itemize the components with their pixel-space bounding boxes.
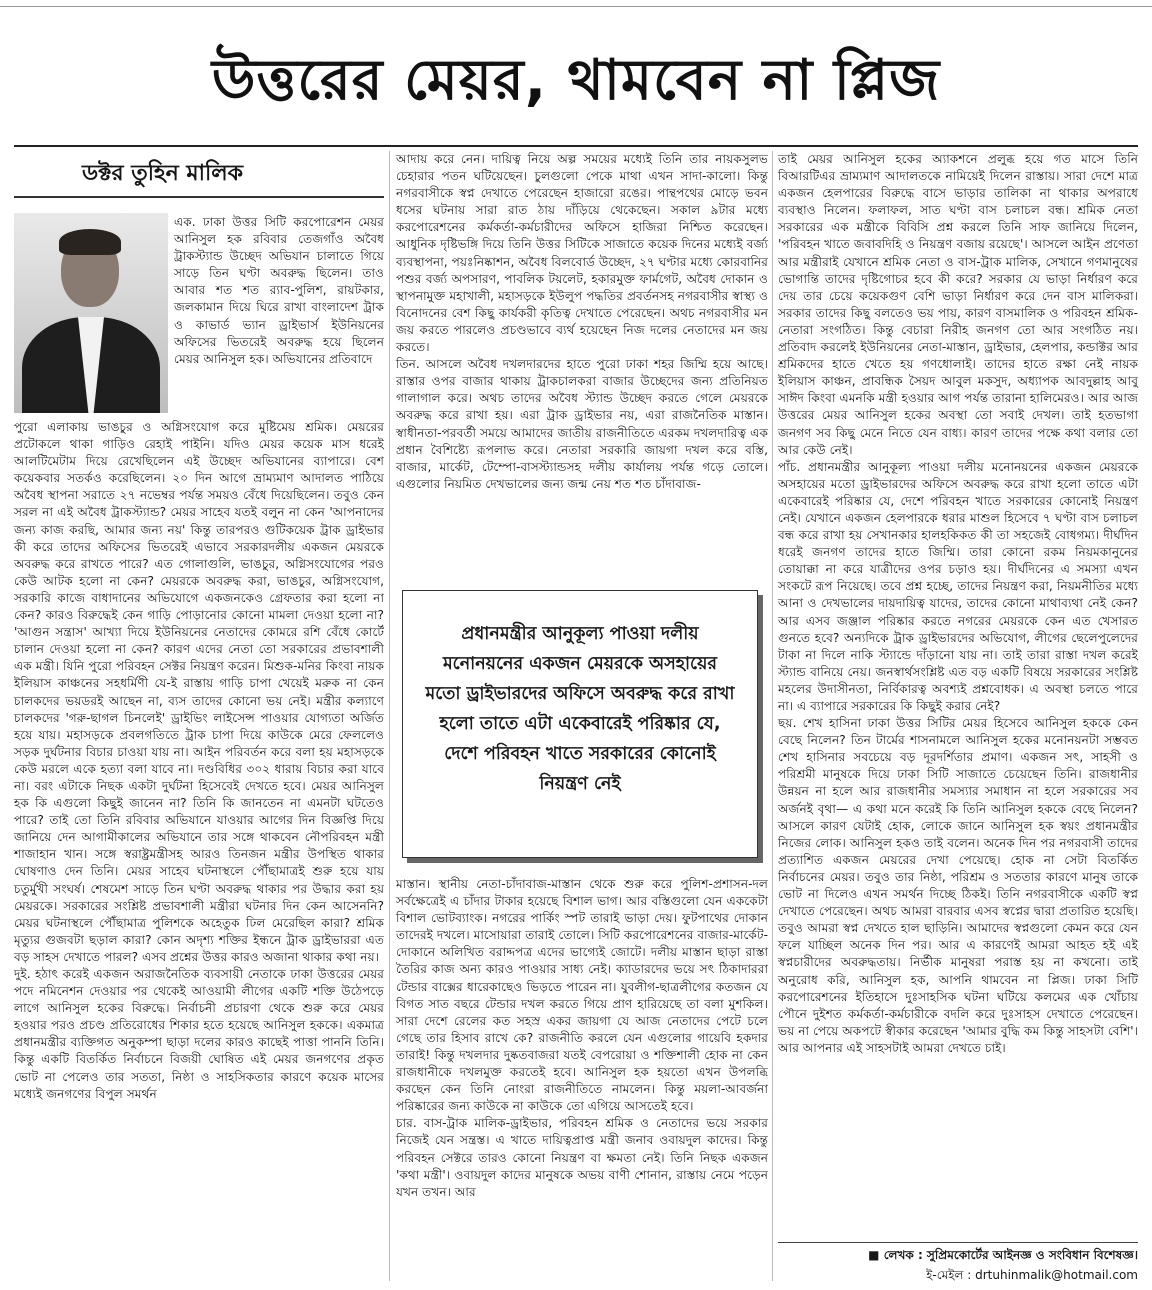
top-border bbox=[0, 0, 1152, 7]
paragraph: দুই. হঠাৎ করেই একজন অরাজনৈতিক ব্যবসায়ী নেতাকে ঢাকা উত্তরের মেয়র পদে নমিনেশন দেওয়ার পর থেকেই আওয়ামী লীগের একটি শক্তি উঠেপড়ে লাগে আনিসুল হকের বিরুদ্ধে। নির্বাচনী প্রচারণা থেকে শুরু করে মেয়র হওয়ার পরও প্রচণ্ড প্রতিরোধের শিকার হতে হয়েছে আনিসুল হককে। একমাত্র প্রধানমন্ত্রীর ব্যক্তিগত অনুকম্পা ছাড়া দলের কারও কাছেই পাত্তা পাননি তিনি। কিন্তু একটি বিতর্কিত নির্বাচনে বিজয়ী ঘোষিত এই মেয়র জনগণের প্রকৃত ভোট না পেলেও তার সততা, নিষ্ঠা ও সাহসিকতার কারণে কয়েক মাসের মধ্যেই জনগণের বিপুল সমর্থন bbox=[14, 967, 384, 1101]
paragraph: ছয়. শেখ হাসিনা ঢাকা উত্তর সিটির মেয়র হিসেবে আনিসুল হককে কেন বেছে নিলেন? তিন টার্মের শাসনামলে আনিসুল হকের মনোনয়নটা সম্ভবত শেখ হাসিনার সবচেয়ে বড় দূরদর্শিতার প্রমাণ। একজন সৎ, সাহসী ও পরিশ্রমী মানুষকে দিয়ে ঢাকা সিটি সাজাতে চেয়েছেন তিনি। রাজধানীর উন্নয়ন না হলে আর রাজধানীর সমস্যার সমাধান না হলে সরকারের সব অর্জনই বৃথা— এ কথা মনে করেই কি তিনি আনিসুল হককে বেছে নিলেন? আসলে কারণ যেটাই হোক, লোকে জানে আনিসুল হক স্বয়ং প্রধানমন্ত্রীর নিজের লোক। আনিসুল হকও তাই বলেন। অনেক দিন পর নগরবাসী তাদের প্রত্যাশিত একজন মেয়রের দেখা পেয়েছে। হোক না সেটা বিতর্কিত নির্বাচনের মেয়র। তবুও তার নিষ্ঠা, পরিশ্রম ও সততার কারণে মানুষ তাকে ভোট না দিলেও এখন সমর্থন দিচ্ছে ঠিকই। তিনি নগরবাসীকে একটি স্বপ্ন দেখাতে পেরেছেন। অথচ আমরা বারবার এসব স্বপ্নের দ্বারা প্রতারিত হয়েছি। তবুও আমরা স্বপ্ন দেখতে হাল ছাড়িনি। আমাদের স্বপ্নগুলো কেমন করে যেন ফলে যাচ্ছিল অনেক দিন পর। আর এ কারণেই আমরা আহত হই এই স্বপ্নচারীদের অবরুদ্ধতায়। নির্ভীক মানুষরা পরাস্ত হয় না কখনো। তাই অনুরোধ করি, আনিসুল হক, আপনি থামবেন না প্লিজ। ঢাকা সিটি করপোরেশনের ইতিহাসে দুঃসাহসিক ঘটনা ঘটিয়ে কলমের এক খোঁচায় পৌনে দুইশত কর্মকর্তা-কর্মচারীকে বদলি করে দুঃসাহস দেখাতে পেরেছেন। ভয় না পেয়ে অকপটে স্বীকার করেছেন 'আমার বুদ্ধি কম কিন্তু সাহসটা বেশি'। আর আপনার এই সাহসটাই আমরা দেখতে চাই। bbox=[778, 716, 1138, 1055]
paragraph: এক. ঢাকা উত্তর সিটি করপোরেশন মেয়র আনিসুল হক রবিবার তেজগাঁও অবৈধ ট্রাকস্ট্যান্ড উচ্ছেদ অভিযান চালাতে গিয়ে সাড়ে তিন ঘণ্টা অবরুদ্ধ ছিলেন। তাও আবার শত শত র‌্যাব-পুলিশ, রায়টকার, জলকামান দিয়ে ঘিরে রাখা বাংলাদেশ ট্রাক ও কাভার্ড ভ্যান ড্রাইভার্স ইউনিয়নের অফিসের ভিতরেই অবরুদ্ধ হয়ে ছিলেন মেয়র আনিসুল হক। অভিযানের প্রতিবাদে bbox=[174, 215, 384, 366]
paragraph: পাঁচ. প্রধানমন্ত্রীর আনুকূল্য পাওয়া দলীয় মনোনয়নের একজন মেয়রকে অসহায়ের মতো ড্রাইভারদের অফিসে অবরুদ্ধ করে রাখা হলো তাতে এটা একেবারেই পরিষ্কার যে, দেশে পরিবহন খাতে সরকারের কোনোই নিয়ন্ত্রণ নেই। যেখানে একজন হেলপারকে ধরার মাশুল হিসেবে ৭ ঘণ্টা বাস চলাচল বন্ধ করে রাখা হয় সেখানকার হালহকিকত কী তা সহজেই বোধগম্য। দীর্ঘদিন ধরেই জনগণ তাদের হাতে জিম্মি। তারা কোনো রকম নিয়মকানুনের তোয়াক্কা না করে যাত্রীদের ওপর চড়াও হয়। দীর্ঘদিনের এ সমস্যা এখন সংকটে রূপ নিয়েছে। তবে প্রশ্ন হচ্ছে, তাদের নিয়ন্ত্রণ করা, নিয়মনীতির মধ্যে আনা ও দেখভালের দায়দায়িত্ব যাদের, তাদের কোনো মাথাব্যথা নেই কেন? আর এসব জঞ্জাল পরিষ্কার করতে নগরের মেয়রকে কেন এত খেসারত গুনতে হবে? অন্যদিকে ট্রাক ড্রাইভারদের অভিযোগ, লীগের ছেলেপুলেদের টাকা না দিলে নাকি স্ট্যান্ডে দাঁড়ানো যায় না। তাই তারা রাস্তা দখল করেই স্ট্যান্ড বানিয়ে নেয়। জনস্বার্থসংশ্লিষ্ট এত বড় একটি বিষয়ে সরকারের সংশ্লিষ্ট মহলের উদাসীনতা, নির্বিকারত্ব অবশ্যই প্রশ্নবোধক। এ অবস্থা চলতে পারে না। এ ব্যাপারে সরকারের কি কিছুই করার নেই? bbox=[778, 459, 1138, 713]
article-column-1 bbox=[14, 419, 384, 1103]
byline: ডক্টর তুহিন মালিক bbox=[82, 161, 244, 186]
paragraph: তিন. আসলে অবৈধ দখলদারদের হাতে পুরো ঢাকা শহর জিম্মি হয়ে আছে। রাস্তার ওপর বাজার থাকায় ট্রাকচালকরা বাজার উচ্ছেদের জন্য প্রতিনিয়ত গালাগাল করে। অথচ তাদের অবৈধ স্ট্যান্ড উচ্ছেদ করতে গেলে মেয়রকে অবরুদ্ধ করে রাখা হয়। এরা ট্রাক ড্রাইভার নয়, এরা রাজনৈতিক মাস্তান। স্বাধীনতা-পরবর্তী সময়ে আমাদের জাতীয় রাজনীতিতে এরকম দখলদারিত্ব এক প্রধান বৈশিষ্ট্যে রূপলাভ করে। নেতারা সরকারি জায়গা দখল করে বস্তি, বাজার, মার্কেট, টেম্পো-বাসস্ট্যান্ডসহ দলীয় কার্যালয় পর্যন্ত গড়ে তোলে। এগুলোর নিয়মিত দেখভালের জন্য জন্ম নেয় শত শত চাঁদাবাজ- bbox=[396, 357, 768, 491]
author-portrait-icon bbox=[14, 213, 168, 413]
paragraph: পুরো এলাকায় ভাঙচুর ও অগ্নিসংযোগ করে মুষ্টিমেয় শ্রমিক। মেয়রের প্রটোকলে থাকা গাড়িও রেহাই পাইনি। যদিও মেয়র কয়েক মাস ধরেই আলটিমেটাম দিয়ে রেখেছিলেন এই উচ্ছেদ অভিযানের ব্যাপারে। বেশ কয়েকবার সতর্কও করেছিলেন। ২০ দিন আগে ভ্রাম্যমাণ আদালত পাঠিয়ে অবৈধ স্থাপনা সরাতে ২৭ নভেম্বর পর্যন্ত সময়ও বেঁধে দিয়েছিলেন। তবুও কেন সরল না এই অবৈধ ট্রাকস্ট্যান্ড? মেয়র সাহেব যতই বলুন না কেন 'আপনাদের জন্য কাজ করছি, আমার জন্য নয়' কিন্তু তারপরও গুটিকয়েক ট্রাক ড্রাইভার কী করে তাদের অফিসের ভিতরেই এভাবে সরকারদলীয় একজন মেয়রকে অবরুদ্ধ করে রাখতে পারে? এত গোলাগুলি, ভাঙচুর, অগ্নিসংযোগের পরও কেউ আটক হলো না কেন? মেয়রকে অবরুদ্ধ করা, ভাঙচুর, অগ্নিসংযোগ, সরকারি কাজে বাধাদানের অভিযোগে একজনকেও গ্রেফতার করা হলো না কেন? কারও বিরুদ্ধেই কেন গাড়ি পোড়ানোর কোনো মামলা দেওয়া হলো না? 'আগুন সন্ত্রাস' আখ্যা দিয়ে ইউনিয়নের নেতাদের কোমরে রশি বেঁধে কোর্টে চালান দেওয়া হলো না কেন? কারণ এদের নেতা তো সরকারের প্রভাবশালী এক মন্ত্রী। যিনি পুরো পরিবহন সেক্টর নিয়ন্ত্রণ করেন। মিশুক-মনির কিংবা নায়ক ইলিয়াস কাঞ্চনের সহধর্মিণী যে-ই রাস্তায় গাড়ি চাপা খেয়েই মরুক না কেন চালকদের ভয়ডরই আছেন না, ব্যস তাদের কোনো ভয় নেই। মন্ত্রীর কল্যাণে চালকদের 'গরু-ছাগল চিনলেই' ড্রাইভিং লাইসেন্স পাওয়ার যোগ্যতা অর্জিত হয়ে যায়। মহাসড়কে প্রবলগতিতে ট্রাক চাপা দিয়ে কাউকে মেরে ফেললেও সড়ক দুর্ঘটনার বিচার চাওয়া যায় না। আইন পরিবর্তন করে বলা হয় মহাসড়কে কেউ মরলে একে হত্যা বলা যাবে না। দণ্ডবিধির ৩০২ ধারায় বিচার করা যাবে না। বরং এটাকে নিছক একটা দুর্ঘটনা হিসেবেই দেখতে হবে। মেয়র আনিসুল হক কি এগুলো কিছুই জানেন না? তিনি কি জানতেন না এমনটা ঘটতেও পারে? তাই তো তিনি রবিবার অভিযানে যাওয়ার আগের দিন বিজ্ঞপ্তি দিয়ে জানিয়ে দেন আগামীকালের অভিযানে তার সঙ্গে থাকবেন নৌপরিবহন মন্ত্রী শাজাহান খান। সঙ্গে স্বরাষ্ট্রমন্ত্রীসহ আরও তিনজন মন্ত্রীর উপস্থিত থাকার ঘোষণাও দেন তিনি। মেয়র সাহেব ঘটনাস্থলে পৌঁছামাত্রই শুরু হয়ে যায় চতুর্মুখী সংঘর্ষ। শেষমেশ সাড়ে তিন ঘণ্টা অবরুদ্ধ থাকার পর উদ্ধার করা হয় মেয়রকে। সরকারের সংশ্লিষ্ট প্রভাবশালী মন্ত্রীরা ঘটনার দিন কেন আসেননি? মেয়র ঘটনাস্থলে পৌঁছামাত্র পুলিশকে অহেতুক ঢিল মেরেছিল কারা? শ্রমিক মৃত্যুর গুজবটা ছড়াল কারা? কোন অদৃশ্য শক্তির ইন্ধনে ট্রাক ড্রাইভাররা এত বড় সাহস দেখাতে পারল? এসব প্রশ্নের উত্তর কারও অজানা থাকার কথা নয়। bbox=[14, 420, 384, 964]
headline: উত্তরের মেয়র, থামবেন না প্লিজ bbox=[211, 48, 941, 113]
paragraph: আদায় করে নেন। দায়িত্ব নিয়ে অল্প সময়ের মধ্যেই তিনি তার নায়কসুলভ চেহারার পতন ঘটিয়েছেন। চুলগুলো পেকে মাথা এখন সাদা-কালো। কিন্তু নগরবাসীকে স্বপ্ন দেখাতে পেরেছেন হাজারো রঙের। পান্থপথের মোড়ে ভবন ধসের ঘটনায় সারা রাত ঠায় দাঁড়িয়ে থেকেছেন। সকাল ৯টার মধ্যে করপোরেশনের কর্মকর্তা-কর্মচারীদের অফিসে হাজিরা নিশ্চিত করেছেন। আধুনিক দৃষ্টিভঙ্গি দিয়ে তিনি উত্তর সিটিকে সাজাতে কয়েক দিনের মধ্যেই বর্জ্য ব্যবস্থাপনা, পয়ঃনিষ্কাশন, অবৈধ বিলবোর্ড উচ্ছেদ, ২৭ ঘণ্টার মধ্যে কোরবানির পশুর বর্জ্য অপসারণ, পাবলিক টয়লেট, হকারমুক্ত ফার্মগেট, অবৈধ দোকান ও স্থাপনামুক্ত মহাখালী, মহাসড়কে ইউলুপ পদ্ধতির প্রবর্তনসহ নগরবাসীর স্বাস্থ্য ও বিনোদনের বেশ কিছু কার্যকরী কৃতিত্ব দেখাতে পেরেছেন। অথচ নগরবাসীর মন জয় করতে পারলেও প্রচণ্ডভাবে ব্যর্থ হয়েছেন নিজ দলের নেতাদের মন জয় করতে। bbox=[396, 152, 768, 355]
footer-rule bbox=[778, 1242, 1138, 1243]
headline-rule bbox=[14, 145, 1138, 147]
article-column-2-bottom bbox=[396, 876, 768, 1201]
article-column-1-top bbox=[174, 214, 384, 368]
paragraph: মাস্তান। স্থানীয় নেতা-চাঁদাবাজ-মাস্তান থেকে শুরু করে পুলিশ-প্রশাসন-দল সর্বক্ষেত্রেই এ চাঁদার টাকার হয়েছে বিশাল ভাগ। আর বস্তিগুলো যেন এককেটা বিশাল ভোটব্যাংক। নগরের পার্কিং স্পট তারাই ভাড়া দেয়। ফুটপাথের দোকান তাদেরই দখলে। মাসোয়ারা তারাই তোলে। সিটি করপোরেশনের বাজার-মার্কেট-দোকানে অলিখিত বরাদ্দপত্র এদের ভাগ্যেই জোটে। দলীয় মাস্তান ছাড়া রাস্তা তৈরির কাজ অন্য কারও পাওয়ার সাধ্য নেই। ক্যাডারদের ভয়ে সৎ ঠিকাদাররা টেন্ডার বাক্সের ধারেকাছেও ভিড়তে পারেন না। যুবলীগ-ছাত্রলীগের কতজন যে বিগত সাত বছরে টেন্ডার দখল করতে গিয়ে প্রাণ হারিয়েছে তা বলা মুশকিল। সারা দেশে রেলের কত সহস্র একর জায়গা যে আজ নেতাদের পেটে চলে গেছে তার হিসাব রাখে কে? রাজনীতি করলে যেন এগুলোর গায়েবি হকদার তারাই! কিন্তু দখলদার দুষ্কতবাজরা যতই বেপরোয়া ও শক্তিশালী হোক না কেন রাজধানীকে দখলমুক্ত করতেই হবে। আনিসুল হক হয়তো এখন উপলব্ধি করছেন কেন তিনি নোংরা রাজনীতিতে নামলেন। কিন্তু ময়লা-আবর্জনা পরিষ্কারের জন্য কাউকে না কাউকে তো এগিয়ে আসতেই হবে। bbox=[396, 877, 768, 1114]
column-divider bbox=[389, 151, 390, 1281]
writer-email: ই-মেইল : drtuhinmalik@hotmail.com bbox=[926, 1268, 1138, 1282]
article-column-3 bbox=[778, 151, 1138, 1057]
pull-quote: প্রধানমন্ত্রীর আনুকূল্য পাওয়া দলীয় মনোনয়নের একজন মেয়রকে অসহায়ের মতো ড্রাইভারদের অফিসে অবরুদ্ধ করে রাখা হলো তাতে এটা একেবারেই পরিষ্কার যে, দেশে পরিবহন খাতে সরকারের কোনোই নিয়ন্ত্রণ নেই bbox=[402, 590, 758, 858]
article-column-2-top bbox=[396, 151, 768, 493]
portrait-hair bbox=[59, 229, 121, 255]
writer-credit: ■ লেখক : সুপ্রিমকোর্টের আইনজ্ঞ ও সংবিধান বিশেষজ্ঞ। bbox=[868, 1248, 1138, 1262]
byline-rule bbox=[14, 196, 384, 198]
paragraph: তাই মেয়র আনিসুল হকের অ্যাকশনে প্রলুব্ধ হয়ে গত মাসে তিনি বিআরটিএর ভ্রাম্যমাণ আদালতকে নামিয়েই দিলেন রাস্তায়। সারা দেশে মাত্র একজন হেলপারের বিরুদ্ধে বাসে ভাড়ার তালিকা না থাকার অপরাধে ব্যবস্থাও নিলেন। ফলাফল, সাত ঘণ্টা বাস চলাচল বন্ধ। শ্রমিক নেতা সরকারের এক মন্ত্রীকে বিবিসি প্রশ্ন করলে তিনি সাফ জানিয়ে দিলেন, 'পরিবহন খাতে জবাবদিহি ও নিয়ন্ত্রণ বজায় রয়েছে'। আসলে আইন প্রণেতা আর মন্ত্রীরাই যেখানে শ্রমিক নেতা ও বাস-ট্রাক মালিক, সেখানে গণমানুষের ভোগান্তি তাদের দৃষ্টিগোচর হবে কী করে? সরকার যে ভাড়া নির্ধারণ করে দেয় তার চেয়ে কয়েকগুণ বেশি ভাড়া নির্ধারণ করে দেন বাস মালিকরা। সরকার তাদের কিছু বলতেও ভয় পায়, কারণ বাসমালিক ও পরিবহন শ্রমিক-নেতারা সংগঠিত। কিন্তু বেচারা নিরীহ জনগণ তো আর সংগঠিত নয়। প্রতিবাদ করলেই ইউনিয়নের নেতা-মাস্তান, ড্রাইভার, হেলপার, কন্ডাক্টর আর শ্রমিকদের হাতে খেতে হয় গণধোলাই। তাদের হাতে রক্ষা নেই নায়ক ইলিয়াস কাঞ্চন, প্রাবন্ধিক সৈয়দ আবুল মকসুদ, অধ্যাপক আবদুল্লাহ আবু সাঈদ কিংবা এমনকি মন্ত্রী হওয়ার আগ পর্যন্ত তারানা হালিমেরও। আর আজ উত্তরের মেয়র আনিসুল হকের অবস্থা তো সবাই দেখল। তাই হতভাগা জনগণ সব কিছু মেনে নিতে যেন বাধ্য। কারণ তাদের পক্ষে কথা বলার তো আর কেউ নেই। bbox=[778, 152, 1138, 457]
column-divider bbox=[772, 151, 773, 1281]
paragraph: চার. বাস-ট্রাক মালিক-ড্রাইভার, পরিবহন শ্রমিক ও নেতাদের ভয়ে সরকার নিজেই যেন সন্ত্রস্ত। এ খাতে দায়িত্বপ্রাপ্ত মন্ত্রী জনাব ওবায়দুল কাদের। কিন্তু পরিবহন সেক্টরে তারও কোনো নিয়ন্ত্রণ বা ক্ষমতা নেই। তিনি নিছক একজন 'কথা মন্ত্রী'। ওবায়দুল কাদের মানুষকে অভয় বাণী শোনান, রাস্তায় নেমে পড়েন যখন তখন। আর bbox=[396, 1116, 768, 1199]
